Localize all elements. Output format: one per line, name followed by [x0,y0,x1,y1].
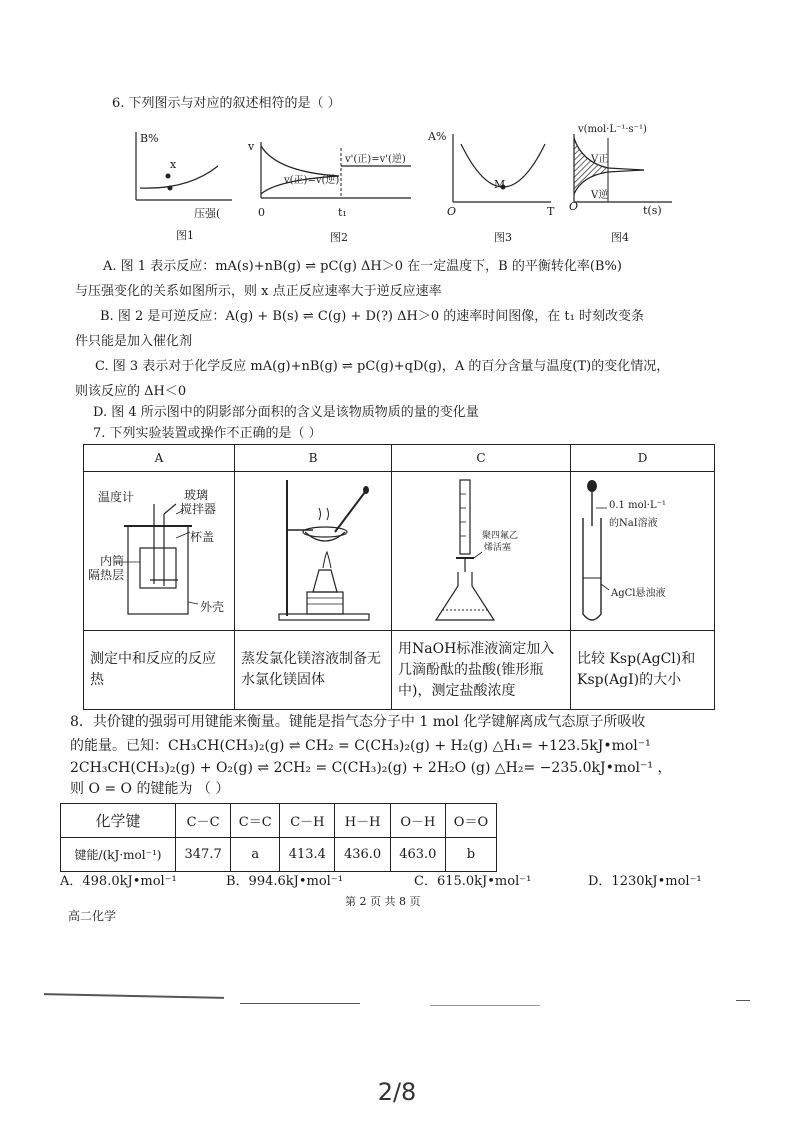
q8-option-d: D．1230kJ•mol⁻¹ [588,874,702,889]
label-stirrer-2: 搅拌器 [180,502,217,516]
label-burette-2: 烯活塞 [484,543,512,553]
q7-header-b: B [235,445,392,472]
footer-page-line: 第 2 页 共 8 页 [345,895,421,908]
fig2-caption: 图2 [330,231,348,244]
fig4-ylabel: v(mol·L⁻¹·s⁻¹) [578,124,647,135]
fig1-caption: 图1 [176,229,194,242]
fig3-xlabel: T [547,205,555,218]
titration-diagram [392,474,570,628]
figure-4 [568,132,676,208]
bond-header-o-double-o: O＝O [445,804,496,838]
q8-option-b: B．994.6kJ•mol⁻¹ [226,874,343,889]
q6-option-b-line2: 件只能是加入催化剂 [75,334,193,349]
bond-row-label: 键能/(kJ·mol⁻¹) [61,838,176,872]
q7-stem: 7. 下列实验装置或操作不正确的是（ ） [93,426,322,441]
q7-desc-a: 测定中和反应的反应热 [84,631,235,710]
q7-apparatus-c [392,472,571,631]
bond-value-hh: 436.0 [335,838,390,872]
q7-desc-b: 蒸发氯化镁溶液制备无水氯化镁固体 [235,631,392,710]
q7-apparatus-a [84,472,235,631]
bond-value-cc: 347.7 [176,838,231,872]
bond-header-cc: C－C [176,804,231,838]
q8-option-a: A．498.0kJ•mol⁻¹ [60,874,177,889]
page-counter: 2/8 [377,1078,417,1106]
label-nai-2: 的NaI溶液 [609,518,658,529]
bond-value-c-double-c: a [231,838,280,872]
q7-header-d: D [571,445,715,472]
fig2-curve-label: v(正)=v(逆) [284,175,340,186]
q7-desc-c: 用NaOH标准液滴定加入几滴酚酞的盐酸(锥形瓶中)，测定盐酸浓度 [392,631,571,710]
q6-option-a-line2: 与压强变化的关系如图所示，则 x 点正反应速率大于逆反应速率 [75,284,442,299]
label-burette-1: 聚四氟乙 [482,531,519,541]
fig4-caption: 图4 [611,231,629,244]
scan-edge-line [44,993,224,999]
q8-line1: 8．共价键的强弱可用键能来衡量。键能是指气态分子中 1 mol 化学键解离成气态原子所吸收 [70,714,646,730]
label-lid: 杯盖 [190,530,215,544]
q6-option-b-line1: B. 图 2 是可逆反应：A(g) + B(s) ⇌ C(g) + D(?) ΔH＞0 的速率时间图像，在 t₁ 时刻改变条 [100,309,644,324]
bond-header-hh: H－H [335,804,390,838]
label-nai-1: 0.1 mol·L⁻¹ [609,500,666,511]
bond-header-ch: C－H [280,804,335,838]
fig2-origin: 0 [258,206,265,219]
bond-value-oh: 463.0 [390,838,445,872]
label-inner-2: 隔热层 [88,568,125,582]
fig3-ylabel: A% [428,130,447,143]
bond-header-label: 化学键 [61,804,176,838]
label-stirrer-1: 玻璃 [184,488,209,502]
fig1-ylabel: B% [140,132,159,145]
q7-experiment-table [83,444,715,710]
q7-desc-d: 比较 Ksp(AgCl)和Ksp(AgI)的大小 [571,631,715,710]
q6-option-c-line2: 则该反应的 ΔH＜0 [75,384,187,399]
q8-option-c: C．615.0kJ•mol⁻¹ [414,874,532,889]
q6-option-c-line1: C. 图 3 表示对于化学反应 mA(g)+nB(g) ⇌ pC(g)+qD(g)，A 的百分含量与温度(T)的变化情况， [95,359,670,374]
fig3-caption: 图3 [494,231,512,244]
fig4-lower-label: V逆 [591,190,609,201]
label-shell: 外壳 [200,600,225,614]
scan-edge-line [736,1000,750,1001]
label-inner-1: 内筒 [100,554,125,568]
q7-header-c: C [392,445,571,472]
q7-apparatus-d [571,472,715,631]
label-thermometer: 温度计 [98,490,135,504]
q8-line2: 的能量。已知：CH₃CH(CH₃)₂(g) ⇌ CH₂ = C(CH₃)₂(g) + H₂(g) △H₁= +123.5kJ•mol⁻¹ [70,738,651,754]
fig1-point-label: x [170,158,177,171]
test-tube-diagram [571,474,714,628]
footer-subject: 高二化学 [68,909,117,923]
fig4-upper-label: V正 [591,154,609,165]
fig4-origin: O [569,200,579,213]
bond-header-c-double-c: C＝C [231,804,280,838]
bond-header-oh: O－H [390,804,445,838]
fig4-xlabel: t(s) [643,204,662,217]
q6-stem: 6. 下列图示与对应的叙述相符的是（ ） [112,96,341,111]
fig3-point-label: M [494,178,506,191]
figure-3 [447,130,557,208]
fig2-t1: t₁ [338,206,347,219]
q8-line4: 则 O = O 的键能为 （ ） [70,781,230,797]
q6-option-a-line1: A. 图 1 表示反应：mA(s)+nB(g) ⇌ pC(g) ΔH＞0 在一定温度下，B 的平衡转化率(B%) [103,259,622,274]
scan-edge-line [240,1003,360,1004]
fig3-origin: O [447,205,457,218]
q8-line3: 2CH₃CH(CH₃)₂(g) + O₂(g) ⇌ 2CH₂ = C(CH₃)₂(g) + 2H₂O (g) △H₂= −235.0kJ•mol⁻¹ ， [70,760,672,776]
q6-option-d: D. 图 4 所示图中的阴影部分面积的含义是该物质物质的量的变化量 [93,405,479,420]
fig2-after-label: v'(正)=v'(逆) [345,154,406,165]
fig1-xlabel: 压强( [194,207,221,220]
q7-header-a: A [84,445,235,472]
q7-apparatus-b [235,472,392,631]
evaporation-diagram [235,472,391,626]
bond-value-ch: 413.4 [280,838,335,872]
fig2-ylabel: v [248,140,255,153]
bond-energy-table [60,803,497,872]
scan-edge-line [430,1005,540,1006]
bond-value-o-double-o: b [445,838,496,872]
label-agcl: AgCl悬浊液 [611,588,666,599]
